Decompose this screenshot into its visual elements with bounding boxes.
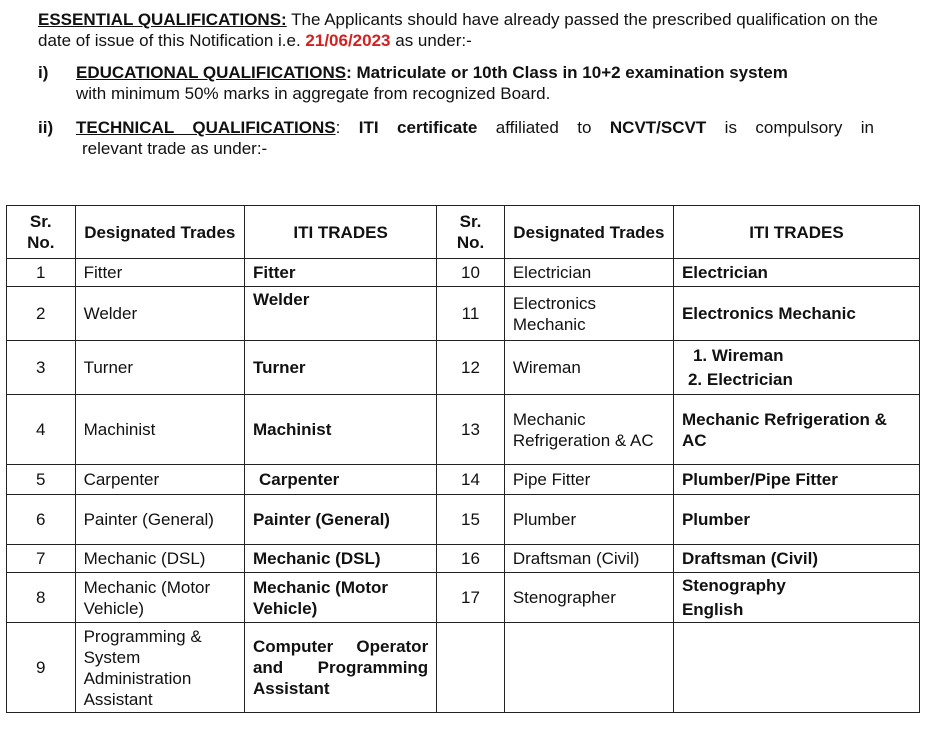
table-row (7, 623, 920, 713)
sr-cell: 2 (7, 287, 76, 341)
technical-line-1 (76, 117, 874, 138)
header-sr-no-left: Sr. No. (7, 206, 76, 259)
header-sr-no-right: Sr. No. (437, 206, 505, 259)
technical-colon: : (335, 118, 359, 137)
table-row (7, 287, 920, 341)
sr-cell: 3 (7, 341, 76, 395)
iti-trade-cell: Fitter (244, 259, 436, 287)
sr-cell: 9 (7, 623, 76, 713)
iti-trade-cell-empty (673, 623, 919, 713)
technical-item-number: ii) (38, 118, 54, 137)
sr-cell: 14 (437, 465, 505, 495)
essential-qualifications-label: ESSENTIAL QUALIFICATIONS: (38, 10, 287, 29)
designated-trade-cell: Electronics Mechanic (504, 287, 673, 341)
header-iti-trades-left: ITI TRADES (244, 206, 436, 259)
sr-cell-empty (437, 623, 505, 713)
sr-cell: 10 (437, 259, 505, 287)
iti-trade-cell: Mechanic Refrigeration & AC (673, 395, 919, 465)
iti-trade-line: Stenography (681, 576, 786, 595)
iti-trade-cell: Carpenter (244, 465, 436, 495)
sr-cell: 1 (7, 259, 76, 287)
iti-trade-line: 1. Wireman (692, 346, 784, 365)
iti-trade-cell: Computer Operator and Programming Assistant (244, 623, 436, 713)
sr-cell: 11 (437, 287, 505, 341)
educational-qualifications-label: EDUCATIONAL QUALIFICATIONS (76, 63, 347, 82)
designated-trade-cell: Pipe Fitter (504, 465, 673, 495)
designated-trade-cell: Electrician (504, 259, 673, 287)
iti-trade-cell: Turner (244, 341, 436, 395)
iti-trade-cell: Draftsman (Civil) (673, 545, 919, 573)
educational-item-number: i) (38, 63, 49, 82)
iti-trade-cell: Electronics Mechanic (673, 287, 919, 341)
designated-trade-cell: Stenographer (504, 573, 673, 623)
iti-trade-line: 2. Electrician (687, 370, 793, 389)
table-row (7, 573, 920, 623)
essential-qualifications-paragraph (38, 9, 908, 51)
sr-cell: 4 (7, 395, 76, 465)
designated-trade-cell: Mechanic (Motor Vehicle) (75, 573, 244, 623)
iti-trade-cell: Machinist (244, 395, 436, 465)
sr-cell: 6 (7, 495, 76, 545)
header-designated-trades-left: Designated Trades (75, 206, 244, 259)
iti-trade-cell: Mechanic (DSL) (244, 545, 436, 573)
notification-date: 21/06/2023 (305, 31, 391, 50)
designated-trade-cell: Mechanic (DSL) (75, 545, 244, 573)
designated-trade-cell: Wireman (504, 341, 673, 395)
technical-mid-text: affiliated to (477, 118, 610, 137)
trades-table (6, 205, 920, 713)
header-designated-trades-right: Designated Trades (504, 206, 673, 259)
sr-cell: 16 (437, 545, 505, 573)
sr-cell: 17 (437, 573, 505, 623)
educational-qualifications-rest: with minimum 50% marks in aggregate from recognized Board. (76, 84, 551, 103)
designated-trade-cell: Plumber (504, 495, 673, 545)
table-row (7, 495, 920, 545)
essential-qualifications-text: The Applicants should have already passed the prescribed qualification on the date of issue of this Notification i.e. (38, 10, 879, 50)
designated-trade-cell: Machinist (75, 395, 244, 465)
designated-trade-cell: Mechanic Refrigeration & AC (504, 395, 673, 465)
table-row (7, 545, 920, 573)
iti-trade-line: English (681, 600, 744, 619)
table-header-row (7, 206, 920, 259)
iti-trade-cell: Electrician (673, 259, 919, 287)
iti-trade-cell (673, 573, 919, 623)
iti-trade-cell: Painter (General) (244, 495, 436, 545)
designated-trade-cell: Welder (75, 287, 244, 341)
sr-cell: 8 (7, 573, 76, 623)
technical-rest-line1: is compulsory in (706, 118, 874, 137)
sr-cell: 12 (437, 341, 505, 395)
educational-qualifications-bold: : Matriculate or 10th Class in 10+2 examination system (346, 63, 788, 82)
technical-rest-line2: relevant trade as under:- (82, 139, 268, 158)
iti-certificate-text: ITI certificate (358, 118, 478, 137)
designated-trade-cell: Draftsman (Civil) (504, 545, 673, 573)
sr-cell: 7 (7, 545, 76, 573)
iti-trade-cell (673, 341, 919, 395)
designated-trade-cell: Programming & System Administration Assistant (75, 623, 244, 713)
iti-trade-cell: Plumber/Pipe Fitter (673, 465, 919, 495)
table-row (7, 465, 920, 495)
table-row (7, 341, 920, 395)
iti-trade-cell: Mechanic (Motor Vehicle) (244, 573, 436, 623)
sr-cell: 15 (437, 495, 505, 545)
table-row (7, 395, 920, 465)
educational-item-text (76, 62, 788, 104)
technical-qualifications-label: TECHNICAL QUALIFICATIONS (76, 118, 336, 137)
designated-trade-cell: Painter (General) (75, 495, 244, 545)
designated-trade-cell: Fitter (75, 259, 244, 287)
sr-cell: 5 (7, 465, 76, 495)
iti-trade-cell: Plumber (673, 495, 919, 545)
technical-item-text (76, 117, 874, 159)
ncvt-scvt-text: NCVT/SCVT (609, 118, 707, 137)
essential-qualifications-suffix: as under:- (390, 31, 472, 50)
designated-trade-cell-empty (504, 623, 673, 713)
sr-cell: 13 (437, 395, 505, 465)
designated-trade-cell: Turner (75, 341, 244, 395)
designated-trade-cell: Carpenter (75, 465, 244, 495)
header-iti-trades-right: ITI TRADES (673, 206, 919, 259)
iti-trade-cell: Welder (244, 287, 436, 341)
table-row (7, 259, 920, 287)
